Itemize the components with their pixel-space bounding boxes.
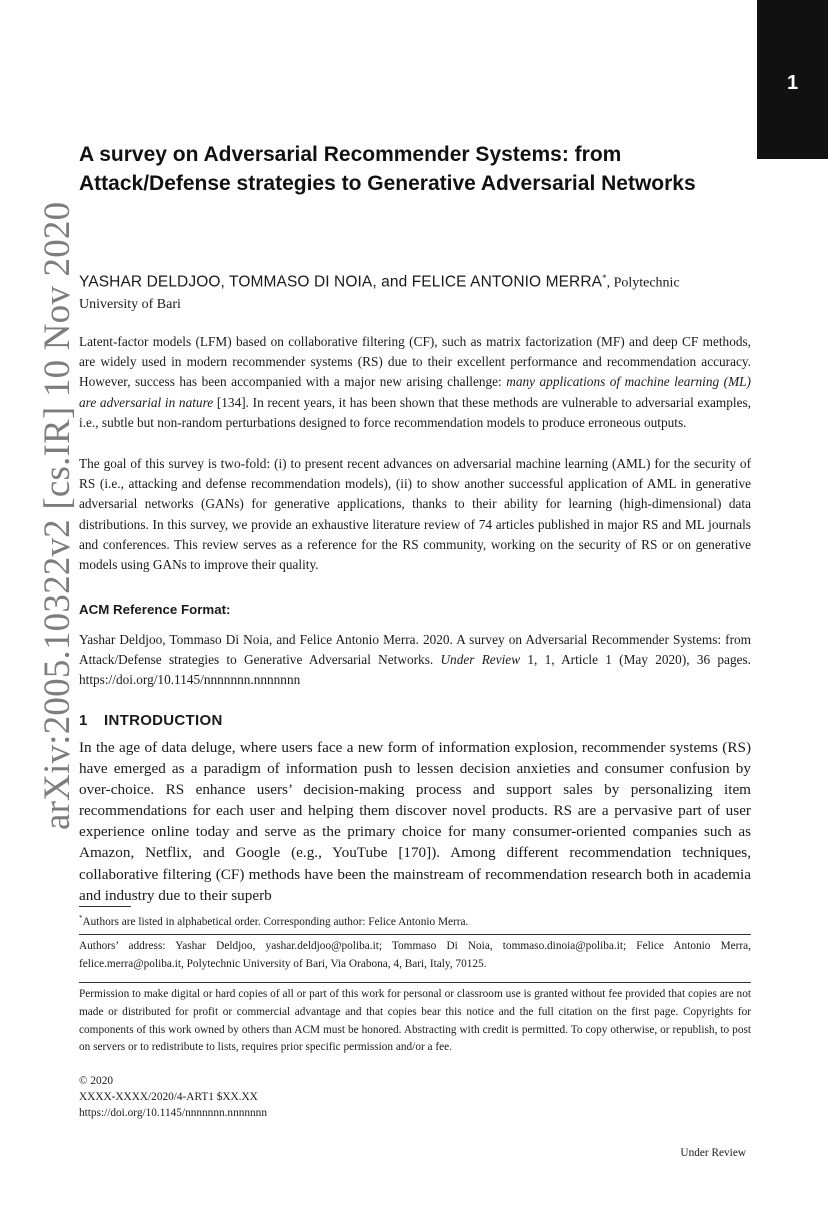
- page-number: 1: [786, 72, 799, 94]
- authors-address: Authors’ address: Yashar Deldjoo, yashar.deldjoo@poliba.it; Tommaso Di Noia, tommaso.dinoia@poliba.it; Felice Antonio Merra, felice.merra@poliba.it, Polytechnic University of Bari, Via Orabona, 4, Bari, Italy, 70125.: [79, 940, 751, 970]
- footnote-text: Authors are listed in alphabetical order. Corresponding author: Felice Antonio Merra.: [82, 915, 469, 928]
- section-number: 1: [79, 712, 88, 729]
- introduction-heading: [79, 712, 223, 729]
- section-title: INTRODUCTION: [104, 712, 223, 729]
- divider-rule: [79, 934, 751, 935]
- author-names: YASHAR DELDJOO, TOMMASO DI NOIA, and FELICE ANTONIO MERRA: [79, 273, 603, 291]
- abstract-p1-text-a: Latent-factor models (LFM) based on collaborative filtering (CF), such as matrix factorization (MF) and deep CF methods, are widely used in modern recommender systems (RS) due to their excellent performance and recommendation accuracy. However, success has been accompanied with a major new arising challenge:: [79, 334, 751, 390]
- introduction-paragraph: In the age of data deluge, where users face a new form of information explosion, recommender systems (RS) have emerged as a paradigm of information push to lessen decision anxieties and consumer confusion by over-choice. RS enhance users’ decision-making process and support sales by personalizing item recommendations for each user and helping them discover novel products. RS are a pervasive part of user experience online today and serve as the primary choice for many consumer-oriented companies such as Amazon, Netflix, and Google (e.g., YouTube [170]). Among different recommendation techniques, collaborative filtering (CF) methods have been the mainstream of recommendation research both in academia and industry due to their superb: [79, 739, 751, 904]
- arxiv-stamp: arXiv:2005.10322v2 [cs.IR] 10 Nov 2020: [37, 201, 78, 830]
- footnote-rule: [79, 906, 131, 907]
- footnote: [79, 910, 468, 930]
- acm-reference-heading: ACM Reference Format:: [79, 602, 231, 617]
- paper-title: A survey on Adversarial Recommender Systems: from Attack/Defense strategies to Generative Adversarial Networks: [79, 143, 696, 195]
- acm-reference-text: [79, 630, 751, 691]
- doi-line: https://doi.org/10.1145/nnnnnnn.nnnnnnn: [79, 1107, 267, 1119]
- divider-rule: [79, 982, 751, 983]
- author-block: [79, 268, 754, 315]
- copyright-line: © 2020: [79, 1075, 114, 1087]
- permission-notice: Permission to make digital or hard copies of all or part of this work for personal or classroom use is granted without fee provided that copies are not made or distributed for profit or commercial advantage and that copies bear this notice and the full citation on the first page. Copyrights for components of this work owned by others than ACM must be honored. Abstracting with credit is permitted. To copy otherwise, or republish, to post on servers or to redistribute to lists, requires prior specific permission and/or a fee.: [79, 988, 751, 1054]
- abstract-p1-text-b: [134]. In recent years, it has been shown that these methods are vulnerable to adversarial examples, i.e., subtle but non-random perturbations designed to force recommendation models to produce erroneous outputs.: [79, 394, 751, 430]
- abstract-paragraph-2: The goal of this survey is two-fold: (i) to present recent advances on adversarial machine learning (AML) for the security of RS (i.e., attacking and defense recommendation models), (ii) to show another successful application of AML in generative adversarial networks (GANs) for generative applications, thanks to their ability for learning (high-dimensional) data distributions. In this survey, we provide an exhaustive literature review of 74 articles published in major RS and ML journals and conferences. This review serves as a reference for the RS community, working on the security of RS or on generative models using GANs to improve their quality.: [79, 456, 751, 573]
- abstract-paragraph-1: [79, 332, 751, 433]
- acm-reference-text-b: 1, 1, Article 1 (May 2020), 36 pages. https://doi.org/10.1145/nnnnnnn.nnnnnnn: [79, 652, 751, 688]
- acm-reference-text-a: Yashar Deldjoo, Tommaso Di Noia, and Felice Antonio Merra. 2020. A survey on Adversarial Recommender Systems: from Attack/Defense strategies to Generative Adversarial Networks.: [79, 632, 751, 668]
- affiliation-part-1: , Polytechnic: [606, 275, 680, 291]
- page-footer: Under Review: [680, 1147, 746, 1159]
- author-footnote-mark: *: [602, 273, 607, 283]
- affiliation-part-2: University of Bari: [79, 296, 181, 312]
- issn-line: XXXX-XXXX/2020/4-ART1 $XX.XX: [79, 1091, 258, 1103]
- footnote-mark: *: [79, 914, 83, 922]
- abstract-p1-emphasis: many applications of machine learning (ML) are adversarial in nature: [79, 374, 751, 410]
- acm-reference-venue: Under Review: [440, 652, 521, 668]
